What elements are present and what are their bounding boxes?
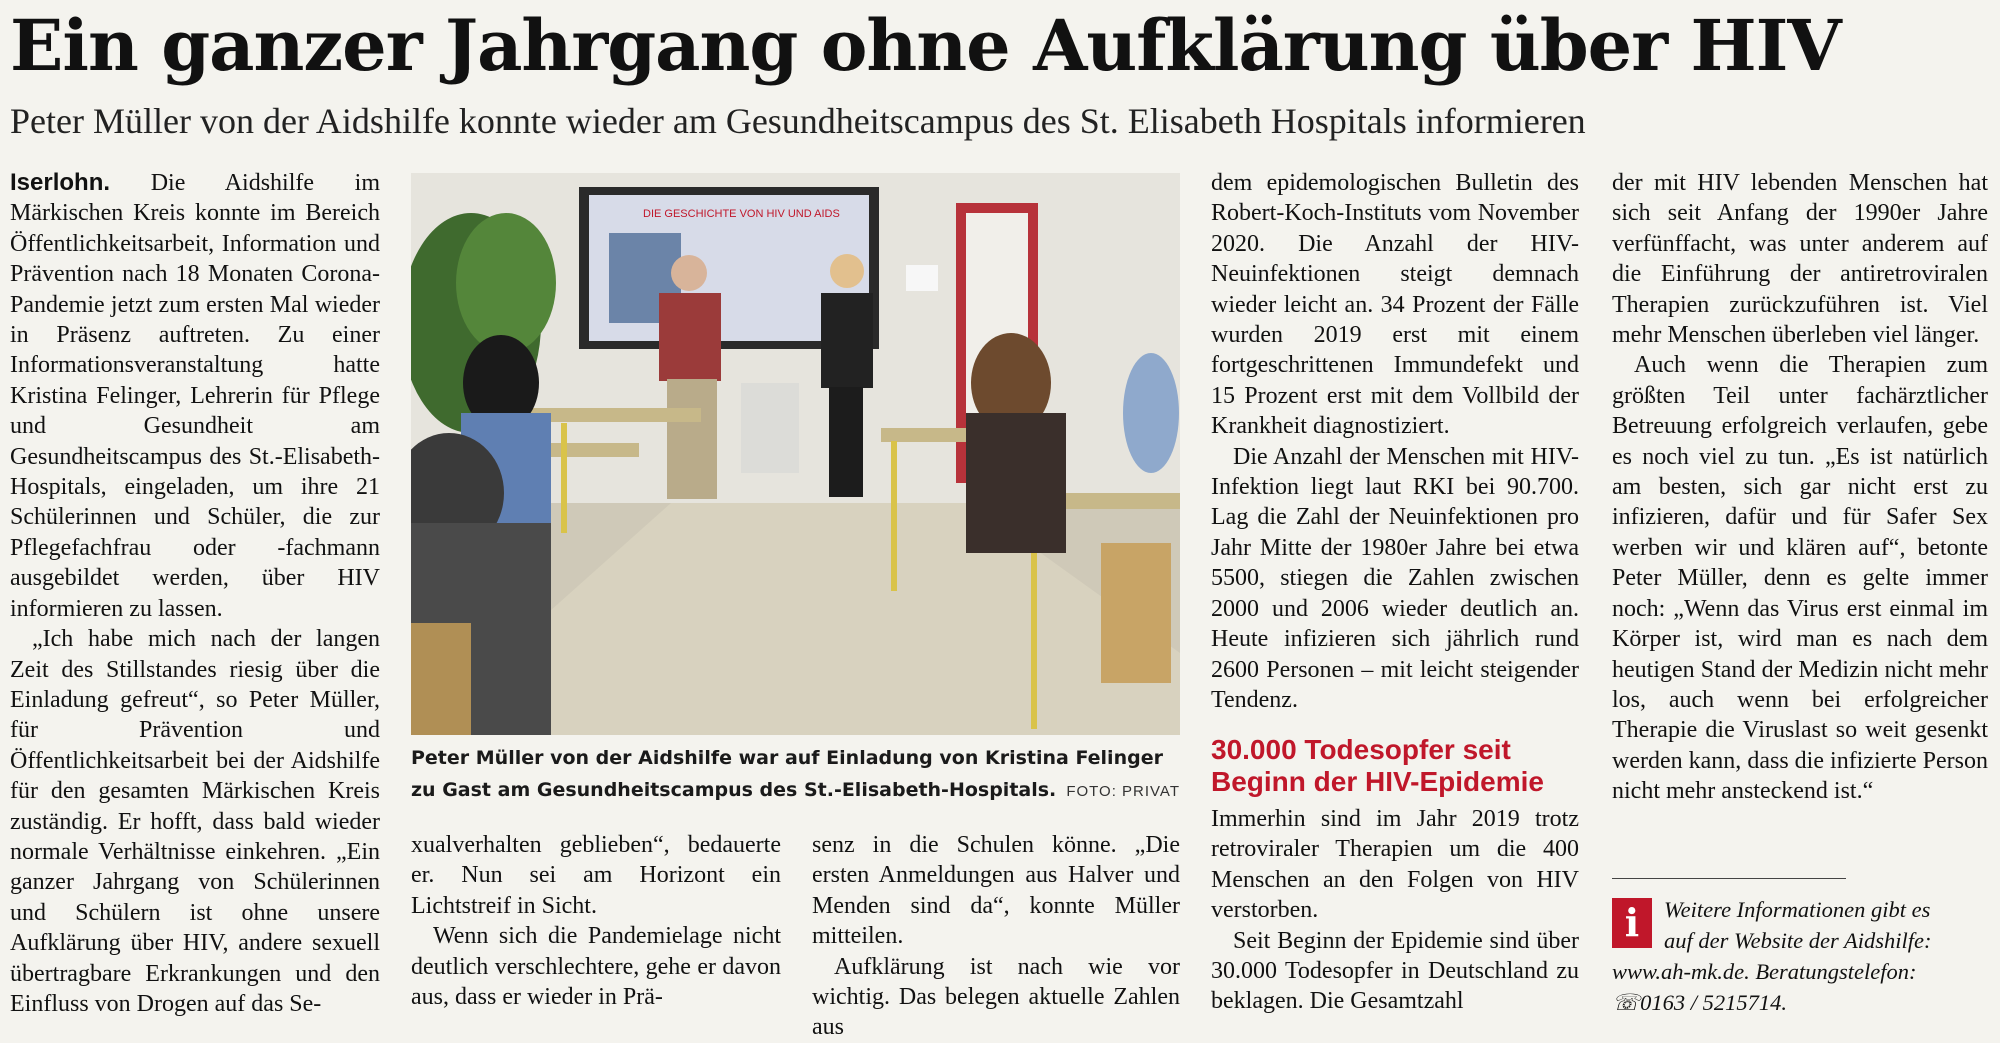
headline: Ein ganzer Jahrgang ohne Aufklärung über HIV [10, 4, 1841, 87]
paragraph-1: xualverhalten geblieben“, bedauerte er. Nun sei am Horizont ein Lichtstreif in Sicht. [411, 832, 781, 919]
paragraph-1 [10, 168, 380, 624]
article-column-4 [1211, 168, 1579, 715]
dateline: Iserlohn. [10, 169, 111, 196]
caption-text: Peter Müller von der Aidshilfe war auf Einladung von Kristina Felinger zu Gast am Gesundheitscampus des St.-Elisabeth-Hospitals. [411, 747, 1163, 801]
article-column-3 [812, 830, 1180, 1043]
info-icon: i [1612, 898, 1652, 948]
paragraph-2: „Ich habe mich nach der langen Zeit des Stillstandes riesig über die Einladung gefreut“, so Peter Müller, für Prävention und Öffentlichkeitsarbeit bei der Aidshilfe für den gesamten Märkischen Kreis zuständig. Er hofft, dass bald wieder normale Verhältnisse einkehren. „Ein ganzer Jahrgang von Schülerinnen und Schülern ist ohne unsere Aufklärung über HIV, andere sexuell übertragbare Erkrankungen und den Einfluss von Drogen auf das Se- [10, 626, 380, 1017]
divider-rule [1612, 878, 1846, 879]
paragraph-1: senz in die Schulen könne. „Die ersten Anmeldungen aus Halver und Menden sind da“, konnte Müller mitteilen. [812, 832, 1180, 950]
section-subhead: 30.000 Todesopfer seit Beginn der HIV-Epidemie [1211, 734, 1544, 797]
paragraph-1: dem epidemologischen Bulletin des Robert-Koch-Instituts vom November 2020. Die Anzahl der HIV- Neuinfektionen steigt demnach wieder leicht an. 34 Prozent der Fälle wurden 2019 erst mit einem fortgeschrittenen Immundefekt und 15 Prozent erst mit dem Vollbild der Krankheit diagnostiziert. [1211, 170, 1579, 440]
article-photo [411, 173, 1180, 735]
paragraph-1: der mit HIV lebenden Menschen hat sich seit Anfang der 1990er Jahre verfünffacht, was unter anderem auf die Einführung der antiretroviralen Therapien zurückzuführen ist. Viel mehr Menschen überleben viel länger. [1612, 170, 1988, 349]
article-column-5 [1612, 168, 1988, 807]
article-column-2 [411, 830, 781, 1012]
article-column-1 [10, 168, 380, 1019]
paragraph-3: Immerhin sind im Jahr 2019 trotz retroviraler Therapien um die 400 Menschen an den Folgen von HIV verstorben. [1211, 806, 1579, 924]
photo-credit: FOTO: PRIVAT [1066, 783, 1180, 800]
info-line-1: Weitere Informationen gibt es [1664, 897, 1931, 922]
article-column-4-continued [1211, 804, 1579, 1017]
info-line-2: auf der Website der Aidshilfe: [1664, 928, 1932, 953]
info-phone[interactable]: ☏0163 / 5215714. [1612, 990, 1788, 1015]
photo-caption [411, 742, 1180, 806]
paragraph-2: Auch wenn die Therapien zum größten Teil unter fachärztlicher Betreuung erfolgreich verlaufen, gebe es noch viel zu tun. „Es ist natürlich am besten, sich gar nicht erst zu infizieren, dafür und für Safer Sex werben wir und klären auf“, betonte Peter Müller, denn es gelte immer noch: „Wenn das Virus erst einmal im Körper ist, wird man es nach dem heutigen Stand der Medizin nicht mehr los, auch wenn bei erfolgreicher Therapie die Viruslast so weit gesenkt werden kann, dass die infizierte Person nicht mehr ansteckend ist.“ [1612, 352, 1988, 805]
paragraph-2: Wenn sich die Pandemielage nicht deutlich verschlechtere, gehe er davon aus, dass er wieder in Prä- [411, 923, 781, 1011]
paragraph-4: Seit Beginn der Epidemie sind über 30.000 Todesopfer in Deutschland zu beklagen. Die Gesamtzahl [1211, 927, 1579, 1015]
info-website[interactable]: www.ah-mk.de. Beratungstelefon: [1612, 959, 1917, 984]
info-box [1612, 894, 1992, 1018]
subheadline: Peter Müller von der Aidshilfe konnte wieder am Gesundheitscampus des St. Elisabeth Hospitals informieren [10, 101, 1586, 141]
slide-title: DIE GESCHICHTE VON HIV UND AIDS [643, 208, 840, 220]
paragraph-text: Die Aidshilfe im Märkischen Kreis konnte im Bereich Öffentlichkeitsarbeit, Information und Prävention nach 18 Monaten Corona-Pandemie jetzt zum ersten Mal wieder in Präsenz auftreten. Zu einer Informationsveranstaltung hatte Kristina Felinger, Lehrerin für Pflege und Gesundheit am Gesundheitscampus des St.-Elisabeth-Hospitals, eingeladen, um ihre 21 Schülerinnen und Schüler, die zur Pflegefachfrau oder -fachmann ausgebildet werden, über HIV informieren zu lassen. [10, 170, 381, 622]
classroom-photo [411, 173, 1180, 735]
paragraph-2: Aufklärung ist nach wie vor wichtig. Das belegen aktuelle Zahlen aus [812, 953, 1180, 1041]
paragraph-2: Die Anzahl der Menschen mit HIV-Infektion liegt laut RKI bei 90.700. Lag die Zahl der Neuinfektionen pro Jahr Mitte der 1980er Jahre bei etwa 5500, stiegen die Zahlen zwischen 2000 und 2006 wieder deutlich an. Heute infizieren sich jährlich rund 2600 Personen – mit leicht steigender Tendenz. [1211, 443, 1579, 713]
